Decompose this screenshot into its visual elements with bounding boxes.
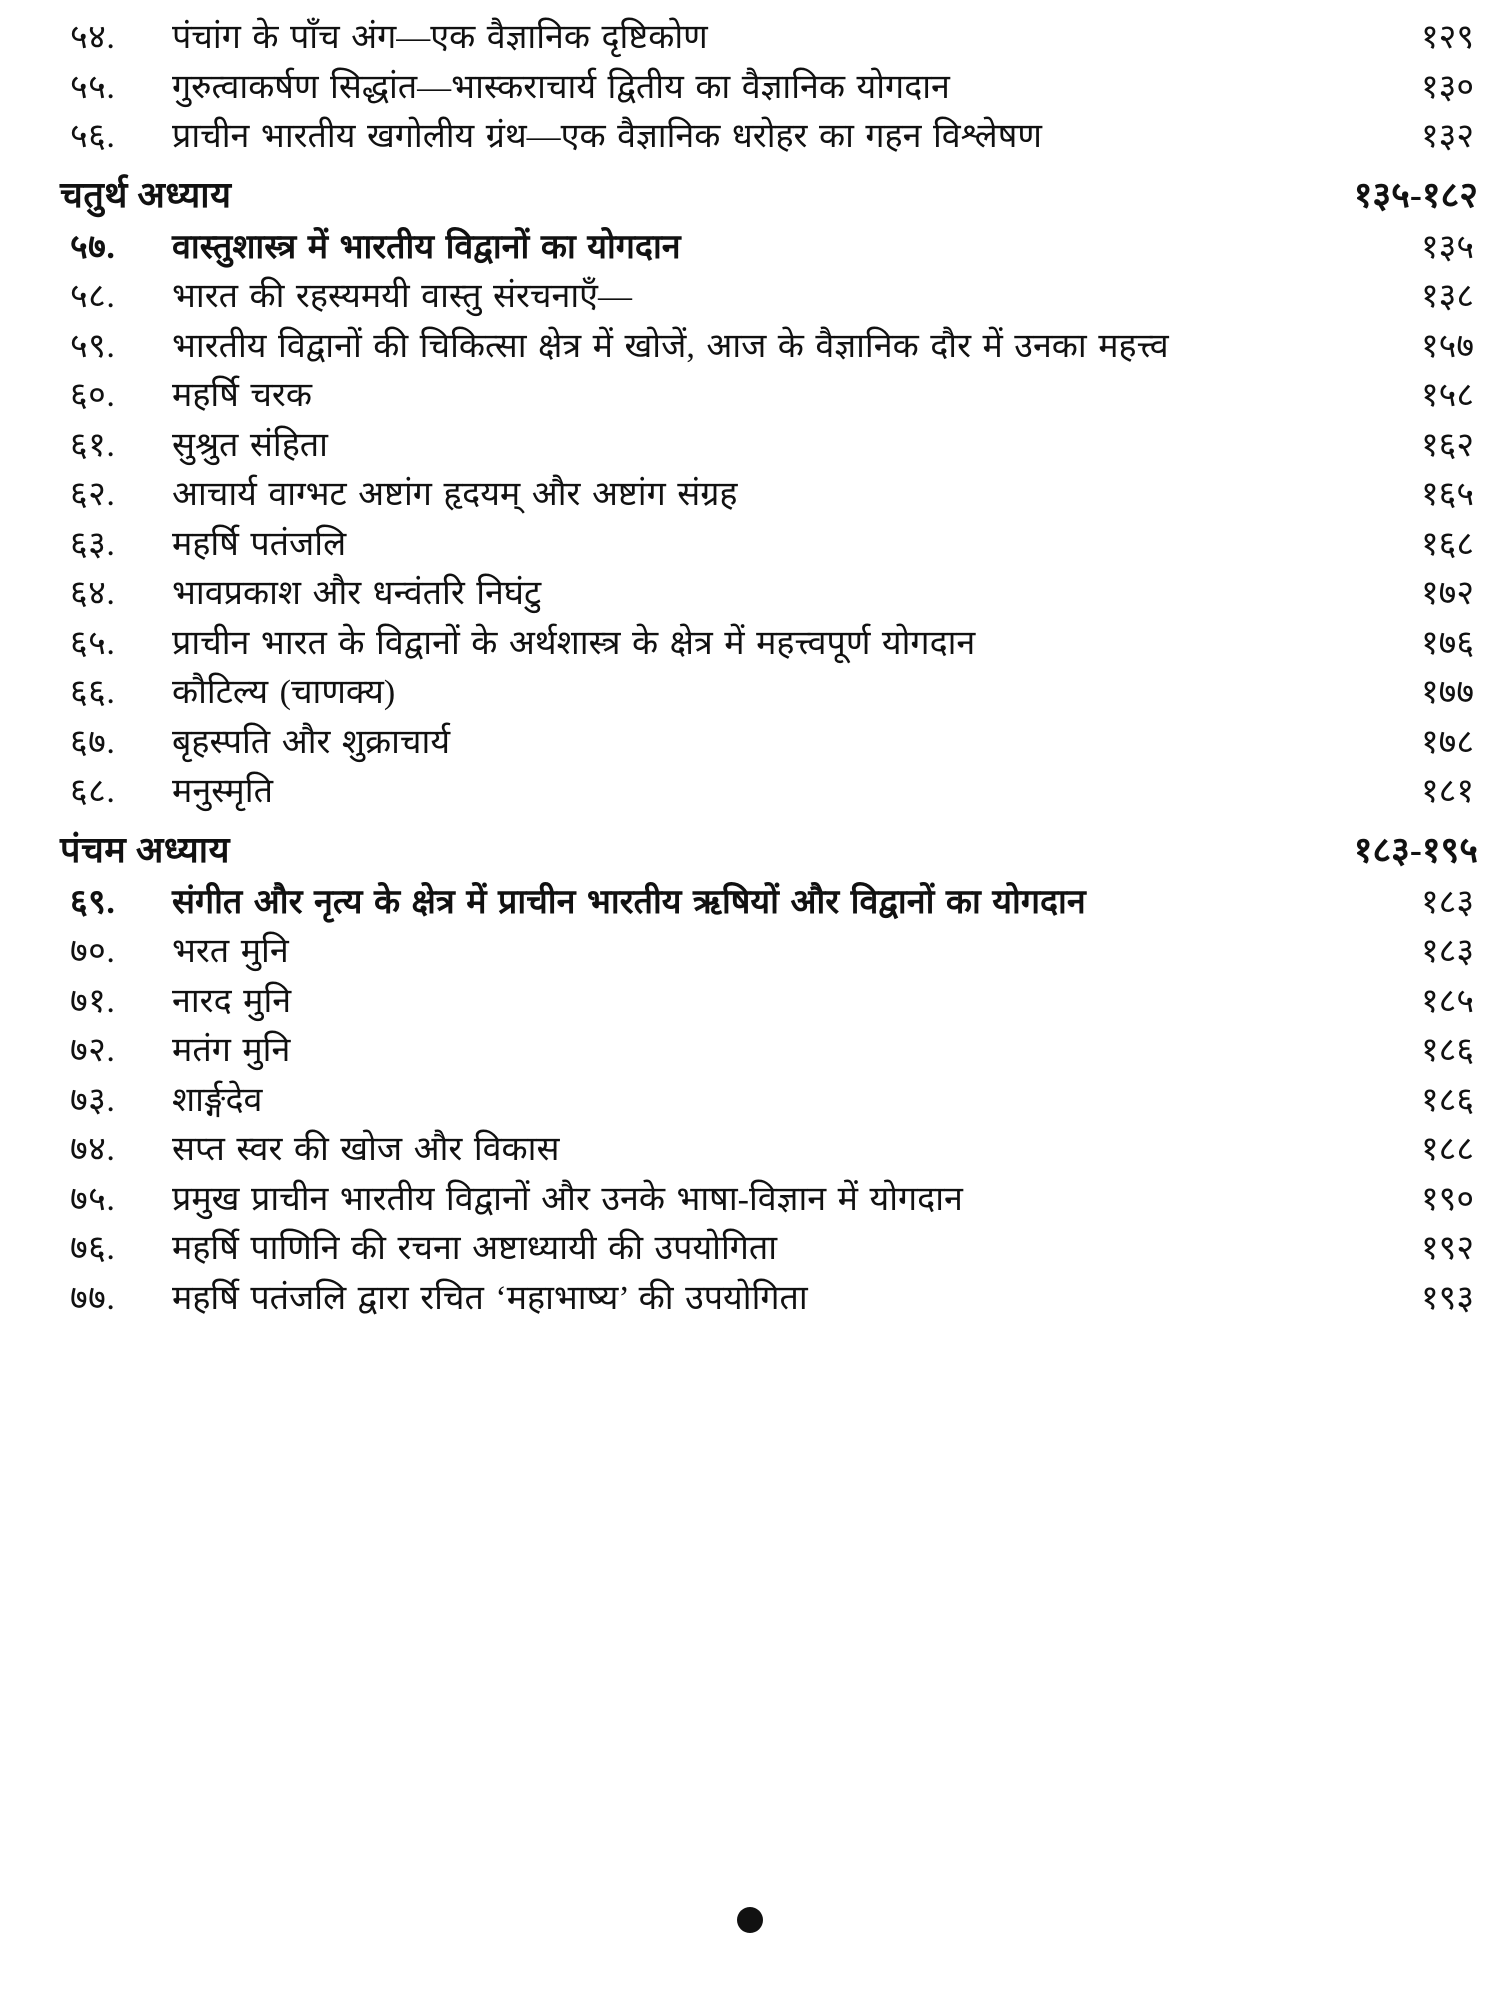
toc-entry-page: १७६ — [1420, 624, 1474, 662]
toc-entry-row[interactable] — [60, 523, 1480, 567]
toc-entry-title: सुश्रुत संहिता — [172, 426, 328, 464]
toc-entry-page: १६५ — [1420, 476, 1474, 514]
toc-entry-page: १३८ — [1420, 278, 1474, 316]
toc-entry-title: मतंग मुनि — [172, 1032, 291, 1070]
toc-entry-row[interactable] — [60, 1277, 1480, 1321]
toc-entry-page: १६८ — [1420, 525, 1474, 563]
toc-entry-number: ६२. — [70, 476, 116, 514]
toc-entry-page: १८५ — [1420, 982, 1474, 1020]
toc-entry-page: १८६ — [1420, 1032, 1474, 1070]
toc-entry-number: ५४. — [70, 19, 116, 56]
chapter-heading-row — [60, 169, 1480, 218]
toc-entry-number: ७६. — [70, 1230, 116, 1268]
toc-entry-title: नारद मुनि — [172, 982, 292, 1020]
toc-entry-number: ५७. — [70, 228, 116, 266]
toc-entry-row[interactable] — [60, 115, 1480, 159]
toc-entry-title: महर्षि चरक — [172, 377, 312, 415]
toc-entry-page: १८६ — [1420, 1081, 1474, 1119]
toc-entry-number: ७७. — [70, 1279, 116, 1317]
toc-entry-page: १७७ — [1420, 674, 1474, 712]
toc-entry-title: सप्त स्वर की खोज और विकास — [172, 1131, 560, 1169]
toc-entry-row[interactable] — [60, 881, 1480, 925]
toc-entry-row[interactable] — [60, 572, 1480, 616]
toc-entry-title: मनुस्मृति — [172, 773, 273, 811]
toc-entry-number: ६५. — [70, 624, 116, 662]
toc-entry-row[interactable] — [60, 1079, 1480, 1123]
toc-entry-row[interactable] — [60, 1178, 1480, 1222]
toc-entry-row[interactable] — [60, 930, 1480, 974]
toc-entry-row[interactable] — [60, 473, 1480, 517]
toc-entry-page: १५७ — [1420, 327, 1474, 365]
toc-entry-title: भावप्रकाश और धन्वंतरि निघंटु — [172, 575, 542, 613]
toc-entry-title: महर्षि पतंजलि — [172, 525, 347, 563]
chapter-page-range: १८३-१९५ — [1353, 829, 1478, 870]
toc-entry-page: १३० — [1420, 68, 1474, 106]
toc-entry-number: ५५. — [70, 68, 116, 106]
toc-entry-number: ६३. — [70, 525, 116, 563]
toc-entry-title: गुरुत्वाकर्षण सिद्धांत—भास्कराचार्य द्वितीय का वैज्ञानिक योगदान — [172, 68, 950, 106]
toc-entry-title: महर्षि पाणिनि की रचना अष्टाध्यायी की उपयोगिता — [172, 1230, 778, 1268]
toc-entry-row[interactable] — [60, 1029, 1480, 1073]
toc-entry-number: ६८. — [70, 773, 116, 811]
chapter-title: पंचम अध्याय — [60, 829, 230, 870]
toc-entry-page: १८८ — [1420, 1131, 1474, 1169]
toc-entry-row[interactable] — [60, 980, 1480, 1024]
bullet-dot-icon — [737, 1907, 763, 1933]
toc-entry-row[interactable] — [60, 275, 1480, 319]
toc-entry-title: भारत की रहस्यमयी वास्तु संरचनाएँ— — [172, 278, 632, 316]
toc-entry-number: ५९. — [70, 327, 116, 365]
toc-entry-page: १५८ — [1420, 377, 1474, 415]
toc-entry-row[interactable] — [60, 424, 1480, 468]
toc-entry-title: भारतीय विद्वानों की चिकित्सा क्षेत्र में खोजें, आज के वैज्ञानिक दौर में उनका महत्त्व — [172, 327, 1169, 365]
toc-entry-row[interactable] — [60, 671, 1480, 715]
toc-entry-row[interactable] — [60, 325, 1480, 369]
toc-entry-number: ६७. — [70, 723, 116, 761]
toc-entry-title: बृहस्पति और शुक्राचार्य — [172, 723, 451, 761]
toc-entry-page: १३२ — [1420, 118, 1474, 156]
toc-entry-number: ७०. — [70, 933, 116, 971]
toc-entry-number: ६१. — [70, 426, 116, 464]
toc-entry-row[interactable] — [60, 66, 1480, 110]
toc-entry-page: १९० — [1420, 1180, 1474, 1218]
toc-entry-number: ६६. — [70, 674, 116, 712]
toc-entry-page: १८१ — [1420, 773, 1474, 811]
toc-entry-page: १७८ — [1420, 723, 1474, 761]
toc-entry-number: ७२. — [70, 1032, 116, 1070]
chapter-page-range: १३५-१८२ — [1353, 174, 1478, 215]
toc-entry-title: कौटिल्य (चाणक्य) — [172, 674, 396, 712]
toc-entry-number: ७३. — [70, 1081, 116, 1119]
toc-entry-number: ७१. — [70, 982, 116, 1020]
toc-entry-row[interactable] — [60, 721, 1480, 765]
chapter-title: चतुर्थ अध्याय — [60, 174, 232, 215]
toc-entry-row[interactable] — [60, 770, 1480, 814]
end-of-page-ornament — [0, 1907, 1500, 1938]
toc-entry-number: ६९. — [70, 883, 116, 921]
toc-entry-row[interactable] — [60, 622, 1480, 666]
toc-entry-page: १३५ — [1420, 228, 1474, 266]
toc-entry-number: ५८. — [70, 278, 116, 316]
toc-entry-page: १९२ — [1420, 1230, 1474, 1268]
toc-entry-number: ६०. — [70, 377, 116, 415]
toc-entry-title: पंचांग के पाँच अंग—एक वैज्ञानिक दृष्टिकोण — [172, 19, 708, 56]
toc-entry-page: १६२ — [1420, 426, 1474, 464]
toc-entry-title: वास्तुशास्त्र में भारतीय विद्वानों का योगदान — [172, 228, 681, 266]
toc-entry-title: भरत मुनि — [172, 933, 289, 971]
toc-entry-number: ६४. — [70, 575, 116, 613]
table-of-contents — [60, 16, 1480, 1326]
toc-entry-title: महर्षि पतंजलि द्वारा रचित ‘महाभाष्य’ की उपयोगिता — [172, 1279, 808, 1317]
toc-entry-page: १८३ — [1420, 883, 1474, 921]
toc-entry-page: १२९ — [1420, 19, 1474, 56]
toc-entry-row[interactable] — [60, 1128, 1480, 1172]
toc-entry-page: १८३ — [1420, 933, 1474, 971]
toc-entry-row[interactable] — [60, 226, 1480, 270]
toc-entry-title: प्रमुख प्राचीन भारतीय विद्वानों और उनके भाषा-विज्ञान में योगदान — [172, 1180, 963, 1218]
chapter-heading-row — [60, 824, 1480, 873]
toc-entry-row[interactable] — [60, 16, 1480, 60]
toc-entry-title: शार्ङ्गदेव — [172, 1081, 263, 1119]
toc-entry-row[interactable] — [60, 374, 1480, 418]
toc-entry-page: १९३ — [1420, 1279, 1474, 1317]
toc-entry-number: ७५. — [70, 1180, 116, 1218]
toc-entry-row[interactable] — [60, 1227, 1480, 1271]
toc-entry-number: ५६. — [70, 118, 116, 156]
toc-entry-number: ७४. — [70, 1131, 116, 1169]
toc-entry-title: आचार्य वाग्भट अष्टांग हृदयम् और अष्टांग संग्रह — [172, 476, 738, 514]
toc-entry-page: १७२ — [1420, 575, 1474, 613]
toc-entry-title: प्राचीन भारतीय खगोलीय ग्रंथ—एक वैज्ञानिक धरोहर का गहन विश्लेषण — [172, 118, 1042, 156]
toc-entry-title: संगीत और नृत्य के क्षेत्र में प्राचीन भारतीय ऋषियों और विद्वानों का योगदान — [172, 883, 1086, 921]
toc-entry-title: प्राचीन भारत के विद्वानों के अर्थशास्त्र के क्षेत्र में महत्त्वपूर्ण योगदान — [172, 624, 976, 662]
